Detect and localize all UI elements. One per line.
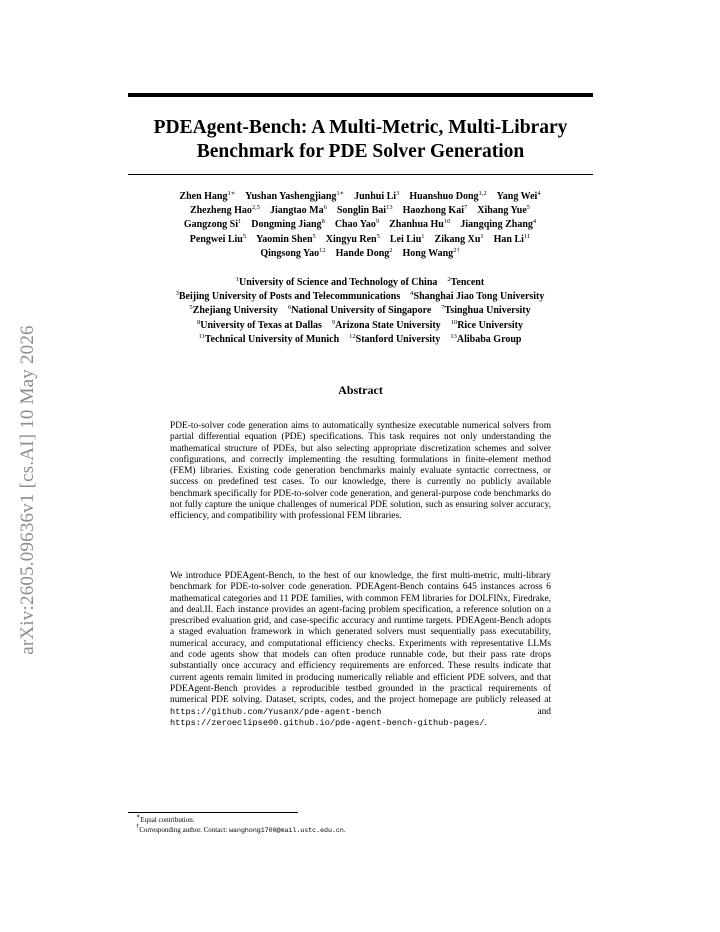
author-affiliation-mark: 7 [463,204,468,212]
author [179,191,235,202]
author-affiliation-mark: 1 [480,232,484,240]
affiliation [410,291,544,302]
footnote-rule [128,812,298,813]
author-name: Hande Dong [335,247,390,259]
footnote-equal-contribution [136,813,596,825]
author [460,219,536,230]
abstract-paragraph-2 [170,571,551,729]
affiliation [189,305,278,316]
author-affiliation-mark: 1,2 [478,190,487,197]
author-affiliation-mark: 9 [375,218,380,226]
affiliation-number: 9 [331,318,336,326]
author-name: Xihang Yue [477,205,527,217]
affiliation [288,305,431,316]
author-affiliation-mark: 2† [453,246,460,254]
author-affiliation-mark: 2,5 [251,204,261,212]
author-name: Zikang Xu [434,233,481,245]
author-name: Zhezheng Hao [189,205,252,217]
author [409,191,486,202]
author-affiliation-mark: 5 [526,204,531,212]
affiliation-name: Shanghai Jiao Tong University [413,291,545,303]
author-list [130,190,590,261]
author-name: Lei Liu [389,233,422,245]
author-name: Junhui Li [354,191,397,202]
footnote-mark-corresponding: † [136,823,140,830]
abstract-and: and [537,706,551,717]
author [497,191,541,202]
author [245,191,344,202]
author-name: Zhen Hang [179,191,228,202]
footnote-period: . [343,826,346,834]
author [326,234,380,245]
affiliation [199,334,340,345]
author [389,219,450,230]
affiliation-name: Zhejiang University [192,305,278,317]
author-name: Huanshuo Dong [409,191,479,202]
author [190,205,260,216]
author-name: Han Li [493,233,524,245]
footnote-equal-text: Equal contribution. [140,816,195,824]
affiliation-name: Technical University of Munich [204,333,340,345]
affiliation-line [130,333,590,347]
author-affiliation-mark: 3 [396,190,400,197]
author-affiliation-mark: 5 [312,232,316,240]
author-name: Songlin Bai [336,205,387,217]
author-name: Chao Yao [334,219,376,231]
affiliation-line [130,319,590,333]
arxiv-identifier: arXiv:2605.09636v1 [cs.AI] 10 May 2026 [17,325,38,655]
author [336,248,393,259]
affiliation-name: University of Science and Technology of China [239,277,438,288]
footnote-mark-equal: ∗ [136,813,141,820]
author-name: Yushan Yashengjiang [245,191,337,202]
author-line [130,204,590,218]
affiliation-number: 2 [447,276,451,283]
author [260,248,325,259]
author [354,191,399,202]
affiliation-number: 3 [175,290,179,298]
title-line-2: Benchmark for PDE Solver Generation [196,141,525,162]
affiliation-number: 5 [189,304,193,312]
homepage-link[interactable]: https://zeroeclipse00.github.io/pde-agent-bench-github-pages/ [170,717,485,728]
affiliation [176,291,401,302]
author-name: Gangzong Si [183,219,239,231]
author-line [130,218,590,232]
author-line [130,190,590,204]
author [190,234,246,245]
author [403,248,460,259]
title-top-rule [128,93,593,97]
affiliation-name: Alibaba Group [456,333,522,345]
affiliation-name: Tencent [450,277,485,288]
github-link[interactable]: https://github.com/YusanX/pde-agent-bench [170,706,382,717]
abstract-paragraph-2-text: We introduce PDEAgent-Bench, to the best of our knowledge, the first multi-metric, multi-library benchmark for PDE-to-solver code generation. PDEAgent-Bench contains 645 instances across 6 mathematical categories and 11 PDE families, with common FEM libraries for DOLFINx, Firedrake, and deal.II. Each instance provides an agent-facing problem specification, a reference solution on a prescribed evaluation grid, and case-specific accuracy and runtime targets. PDEAgent-Bench adopts a staged evaluation framework in which generated solvers must sequentially pass executability, numerical accuracy, and computational efficiency checks. Experiments with representative LLMs and code agents show that models can often produce runnable code, but their pass rate drops substantially once accuracy and efficiency requirements are enforced. These results indicate that current agents remain limited in producing numerically reliable and efficient PDE solvers, and that PDEAgent-Bench provides a reproducible testbed grounded in the practical requirements of numerical PDE solving. Dataset, scripts, codes, and the project homepage are publicly released at [170,571,551,706]
affiliation-name: Stanford University [355,333,441,345]
affiliation-number: 6 [287,304,292,312]
author-name: Zhanhua Hu [389,219,444,231]
affiliation [447,277,484,288]
author-affiliation-mark: 6 [323,204,327,212]
footnote-corresponding-author [136,823,596,835]
author [251,219,325,230]
author-affiliation-mark: 1 [421,232,425,240]
author-affiliation-mark: 5 [242,232,247,240]
contact-email[interactable]: wanghong1700@mail.ustc.edu.cn [229,827,344,834]
title-line-1: PDEAgent-Bench: A Multi-Metric, Multi-Library [153,117,568,138]
affiliation-list [130,276,590,347]
author-line [130,233,590,247]
affiliation-line [130,290,590,304]
author [270,205,327,216]
author [403,205,468,216]
author-name: Jiangtao Ma [270,205,324,217]
title-bottom-rule [128,174,593,175]
affiliation-number: 8 [196,318,201,326]
author-name: Jiangqing Zhang [460,219,533,231]
author-affiliation-mark: 12 [319,246,326,254]
affiliation-name: National University of Singapore [291,305,432,317]
author-name: Pengwei Liu [189,233,243,245]
affiliation-number: 10 [450,318,458,326]
abstract-paragraph-1: PDE-to-solver code generation aims to automatically synthesize executable numerical solvers from partial differential equation (PDE) specifications. This task requires not only understanding the mathematical structure of PDEs, but also selecting appropriate discretization schemes and solver configurations, and correctly implementing the resulting formulations in finite-element method (FEM) libraries. Existing code generation benchmarks mainly evaluate syntactic correctness, or success on predefined test cases. To our knowledge, there is currently no publicly available benchmark specifically for PDE-to-solver code generation, and general-purpose code benchmarks do not fully capture the unique challenges of numerical PDE solution, such as ensuring solver accuracy, efficiency, and compatibility with professional FEM libraries. [170,421,551,522]
affiliation-name: Rice University [457,319,524,331]
author-name: Dongming Jiang [251,219,322,231]
affiliation [332,320,441,331]
abstract-period: . [484,717,487,728]
author-affiliation-mark: 1 [238,218,242,226]
affiliation-name: Beijing University of Posts and Telecommunications [178,291,401,303]
author [335,219,379,230]
author-line [130,247,590,261]
footnote-corresponding-text: Corresponding author. Contact: [139,826,228,834]
author [435,234,484,245]
author-affiliation-mark: 1∗ [227,190,236,197]
author-name: Yang Wei [496,191,538,202]
affiliation-line [130,304,590,318]
author-affiliation-mark: 2 [389,246,393,254]
affiliation [236,277,438,288]
author [184,219,241,230]
affiliation [349,334,440,345]
affiliation [197,320,322,331]
author [390,234,425,245]
author-affiliation-mark: 13 [386,204,393,212]
affiliation-number: 4 [410,290,414,298]
author-name: Hong Wang [402,247,454,259]
author [494,234,531,245]
affiliation-name: Arizona State University [335,319,441,331]
affiliation-name: University of Texas at Dallas [200,319,322,331]
author-affiliation-mark: 4 [532,218,537,226]
affiliation-number: 7 [441,304,445,312]
author-affiliation-mark: 10 [443,218,451,226]
author-affiliation-mark: 1∗ [336,190,345,197]
affiliation [450,334,521,345]
affiliation-number: 11 [198,332,205,340]
affiliation [451,320,523,331]
affiliation [441,305,530,316]
author-affiliation-mark: 8 [321,218,325,226]
paper-title [128,116,593,164]
affiliation-number: 12 [349,332,356,340]
author-name: Xingyu Ren [325,233,377,245]
author-affiliation-mark: 5 [376,232,380,240]
author-name: Haozhong Kai [402,205,464,217]
abstract-heading: Abstract [338,383,383,397]
affiliation-line [130,276,590,290]
affiliation-number: 1 [235,276,240,283]
author [256,234,316,245]
author-affiliation-mark: 11 [523,232,531,240]
author-name: Yaomin Shen [256,233,313,245]
author-affiliation-mark: 4 [537,190,541,197]
arxiv-sidebar [4,260,52,720]
affiliation-name: Tsinghua University [444,305,531,317]
author [337,205,393,216]
affiliation-number: 13 [450,332,457,340]
author [477,205,530,216]
author-name: Qingsong Yao [260,247,320,259]
